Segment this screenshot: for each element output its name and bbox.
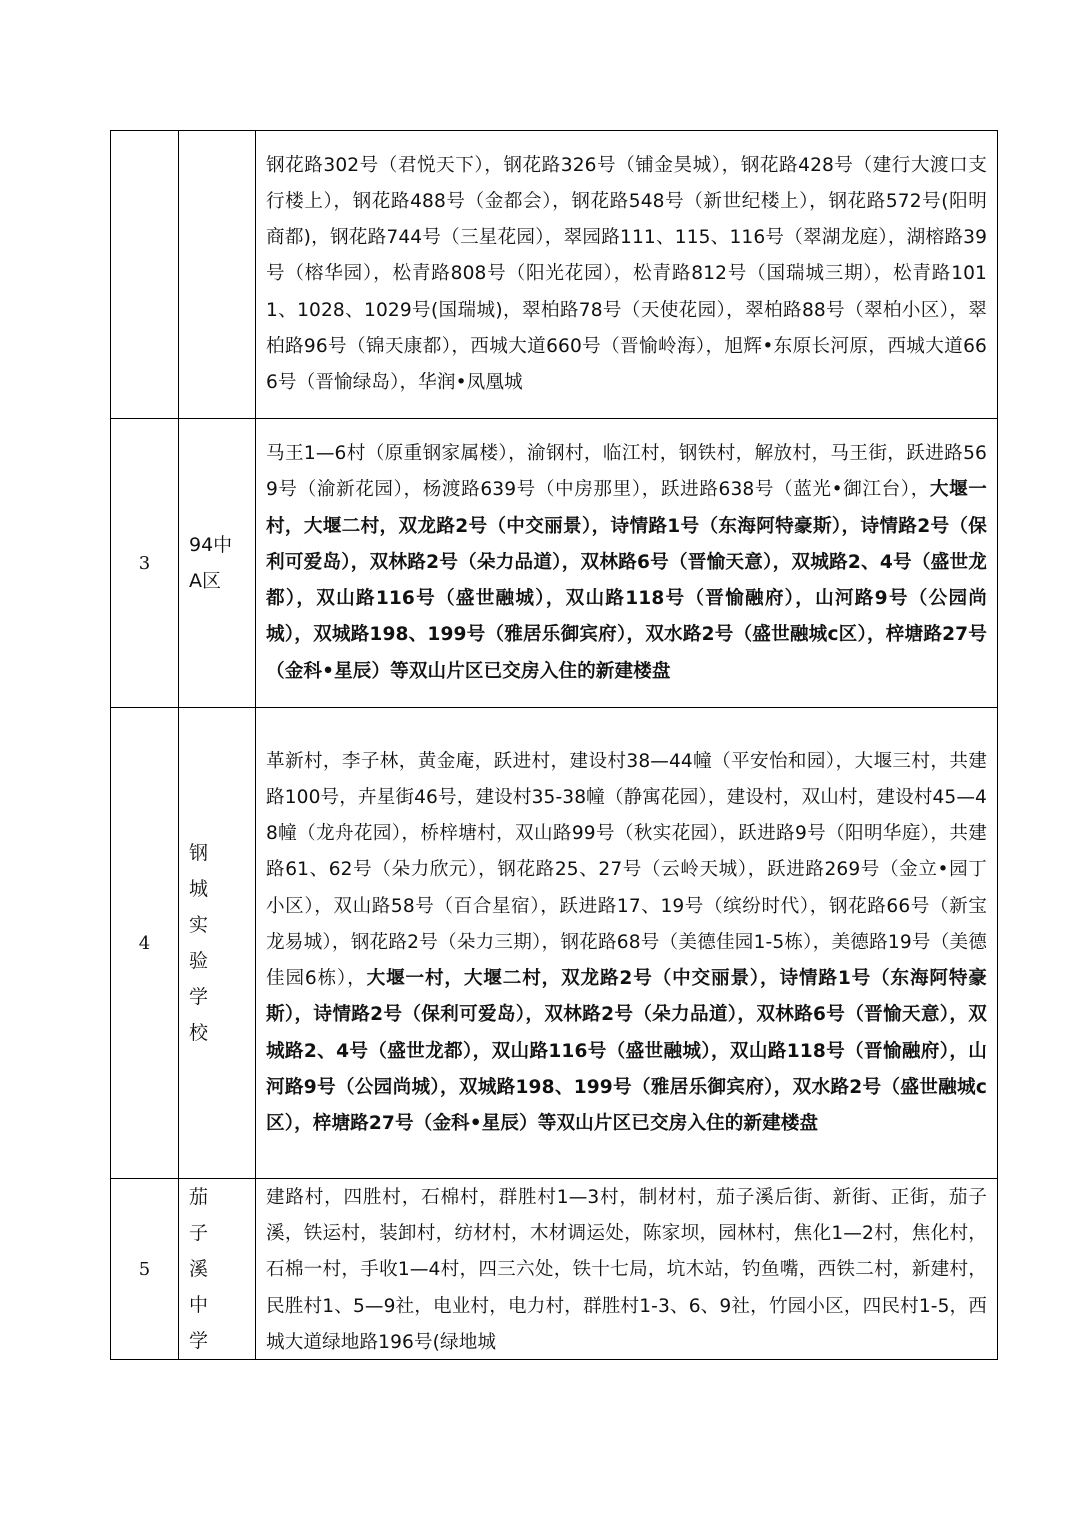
school-name-cell bbox=[179, 131, 256, 419]
area-text-bold: 大堰一村，大堰二村，双龙路2号（中交丽景），诗情路1号（东海阿特豪斯），诗情路2号（保利可爱岛），双林路2号（朵力品道），双林路6号（晋愉天意），双城路2、4号（盛世龙都），双山路116号（盛世融城），双山路118号（晋愉融府），山河路9号（公园尚城），双城路198、199号（雅居乐御宾府），双水路2号（盛世融城c区），梓塘路27号（金科•星辰）等双山片区已交房入住的新建楼盘 bbox=[266, 968, 987, 1134]
area-text-normal: 钢花路302号（君悦天下），钢花路326号（铺金昊城），钢花路428号（建行大渡口支行楼上），钢花路488号（金都会），钢花路548号（新世纪楼上），钢花路572号(阳明商都)，钢花路744号（三星花园），翠园路111、115、116号（翠湖龙庭），湖榕路39号（榕华园），松青路808号（阳光花园），松青路812号（国瑞城三期），松青路1011、1028、1029号(国瑞城)，翠柏路78号（天使花园），翠柏路88号（翠柏小区），翠柏路96号（锦天康都），西城大道660号（晋愉岭海），旭辉•东原长河原，西城大道666号（晋愉绿岛），华润•凤凰城 bbox=[266, 154, 987, 393]
table-row bbox=[111, 419, 998, 708]
enrollment-area-text bbox=[266, 436, 987, 689]
row-number: 3 bbox=[111, 419, 179, 708]
row-number: 4 bbox=[111, 708, 179, 1179]
area-text-bold: 大堰一村，大堰二村，双龙路2号（中交丽景），诗情路1号（东海阿特豪斯），诗情路2号（保利可爱岛），双林路2号（朵力品道），双林路6号（晋愉天意），双城路2、4号（盛世龙都），双山路116号（盛世融城），双山路118号（晋愉融府），山河路9号（公园尚城），双城路198、199号（雅居乐御宾府），双水路2号（盛世融城c区），梓塘路27号（金科•星辰）等双山片区已交房入住的新建楼盘 bbox=[266, 479, 987, 682]
school-name-cell bbox=[179, 708, 256, 1179]
area-text-normal: 革新村，李子林，黄金庵，跃进村，建设村38—44幢（平安怡和园），大堰三村，共建路100号，卉星街46号，建设村35-38幢（静寓花园），建设村，双山村，建设村45—48幢（龙舟花园），桥梓塘村，双山路99号（秋实花园），跃进路9号（阳明华庭），共建路61、62号（朵力欣元），钢花路25、27号（云岭天城），跃进路269号（金立•园丁小区），双山路58号（百合星宿），跃进路17、19号（缤纷时代），钢花路66号（新宝龙易城），钢花路2号（朵力三期），钢花路68号（美德佳园1-5栋），美德路19号（美德佳园6栋）， bbox=[266, 750, 987, 990]
enrollment-area-text bbox=[266, 1180, 987, 1358]
area-text-normal: 建路村，四胜村，石棉村，群胜村1—3村，制材村，茄子溪后街、新街、正街，茄子溪，铁运村，装卸村，纺材村，木材调运处，陈家坝，园林村，焦化1—2村，焦化村，石棉一村，手收1—4村，四三六处，铁十七局，坑木站，钓鱼嘴，西铁二村，新建村，民胜村1、5—9社，电业村，电力村，群胜村1-3、6、9社，竹园小区，四民村1-5，西城大道绿地路196号(绿地城 bbox=[266, 1187, 987, 1353]
enrollment-area-cell bbox=[256, 708, 998, 1179]
area-text-normal: 马王1—6村（原重钢家属楼），渝钢村，临江村，钢铁村，解放村，马王街，跃进路569号（渝新花园），杨渡路639号（中房那里），跃进路638号（蓝光•御江台）， bbox=[266, 443, 987, 501]
school-name: 钢城实验学校 bbox=[189, 842, 227, 1044]
school-name-cell bbox=[179, 1179, 256, 1360]
row-number: 5 bbox=[111, 1179, 179, 1360]
school-name: 94中A区 bbox=[189, 534, 233, 592]
enrollment-area-cell bbox=[256, 131, 998, 419]
table-row bbox=[111, 708, 998, 1179]
enrollment-area-cell bbox=[256, 419, 998, 708]
enrollment-area-cell bbox=[256, 1179, 998, 1360]
row-number bbox=[111, 131, 179, 419]
table-row bbox=[111, 131, 998, 419]
table-row bbox=[111, 1179, 998, 1360]
school-name-cell bbox=[179, 419, 256, 708]
school-name: 茄子溪中学 bbox=[189, 1186, 227, 1352]
enrollment-area-text bbox=[266, 148, 987, 401]
enrollment-area-text bbox=[266, 744, 987, 1142]
school-zone-table bbox=[110, 130, 998, 1360]
